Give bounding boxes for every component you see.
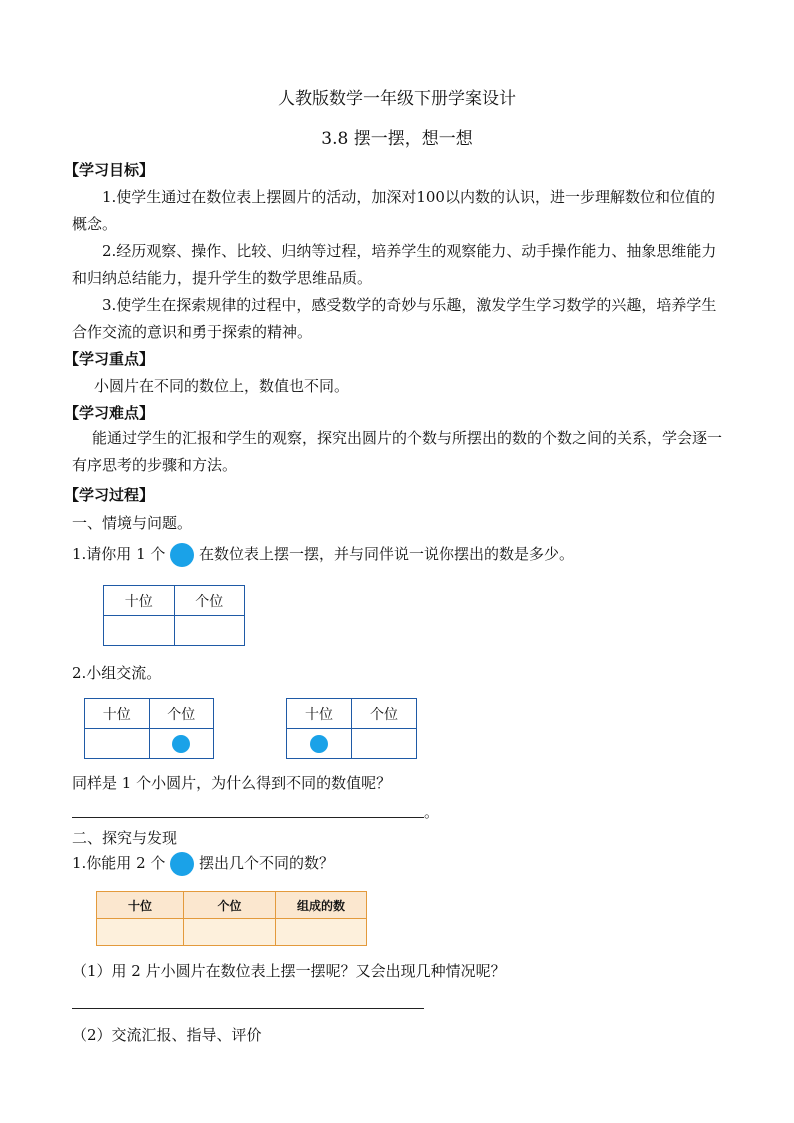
place-value-table-blank (103, 585, 245, 646)
ones-header: 个位 (352, 699, 417, 729)
page-title: 人教版数学一年级下册学案设计 (278, 89, 516, 109)
section1-q1 (72, 543, 574, 567)
disc-icon (170, 852, 194, 876)
answer-line[interactable] (72, 1008, 424, 1009)
ones-header: 个位 (174, 586, 245, 616)
section2-sub2: （2）交流汇报、指导、评价 (72, 1026, 262, 1044)
difficulty-text: 能通过学生的汇报和学生的观察，探究出圆片的个数与所摆出的数的个数之间的关系，学会逐一有序思考的步骤和方法。 (72, 429, 723, 474)
section1-title: 一、情境与问题。 (72, 514, 193, 532)
disc-icon (172, 735, 190, 753)
objective-3: 3.使学生在探索规律的过程中，感受数学的奇妙与乐趣，激发学生学习数学的兴趣，培养学生合作交流的意识和勇于探索的精神。 (72, 296, 717, 341)
ones-header: 个位 (149, 699, 214, 729)
section1-q2: 2.小组交流。 (72, 664, 162, 682)
tens-cell (85, 729, 150, 759)
ones-cell[interactable] (174, 616, 245, 646)
place-value-table-tens (286, 698, 417, 759)
section2-sub1: （1）用 2 片小圆片在数位表上摆一摆呢？又会出现几种情况呢？ (72, 962, 506, 980)
section1-q1-suffix: 在数位表上摆一摆，并与同伴说一说你摆出的数是多少。 (198, 545, 574, 563)
disc-icon (170, 543, 194, 567)
process-heading: 【学习过程】 (64, 486, 155, 504)
ones-cell (149, 729, 214, 759)
section2-q1 (72, 852, 334, 876)
section1-q1-prefix: 1.请你用 1 个 (72, 545, 166, 563)
tens-cell[interactable] (97, 919, 184, 946)
key-point-heading: 【学习重点】 (64, 350, 155, 368)
number-header: 组成的数 (276, 892, 367, 919)
number-table (96, 891, 367, 946)
key-point-text: 小圆片在不同的数位上，数值也不同。 (94, 377, 350, 395)
section2-q1-suffix: 摆出几个不同的数？ (198, 854, 334, 872)
tens-cell[interactable] (104, 616, 175, 646)
difficulty-heading: 【学习难点】 (64, 404, 155, 422)
ones-cell[interactable] (184, 919, 276, 946)
section1-question: 同样是 1 个小圆片，为什么得到不同的数值呢？ (72, 774, 392, 792)
ones-cell (352, 729, 417, 759)
section2-title: 二、探究与发现 (72, 829, 178, 847)
tens-header: 十位 (104, 586, 175, 616)
answer-end: 。 (424, 803, 440, 821)
tens-header: 十位 (97, 892, 184, 919)
objective-1: 1.使学生通过在数位表上摆圆片的活动，加深对100以内数的认识，进一步理解数位和位值的概念。 (72, 188, 715, 233)
objectives-heading: 【学习目标】 (64, 161, 155, 179)
tens-header: 十位 (85, 699, 150, 729)
lesson-subtitle: 3.8 摆一摆，想一想 (321, 129, 473, 149)
disc-icon (310, 735, 328, 753)
ones-header: 个位 (184, 892, 276, 919)
section2-q1-prefix: 1.你能用 2 个 (72, 854, 166, 872)
objective-2: 2.经历观察、操作、比较、归纳等过程，培养学生的观察能力、动手操作能力、抽象思维能力和归纳总结能力，提升学生的数学思维品质。 (72, 242, 717, 287)
answer-line[interactable] (72, 817, 424, 818)
number-cell[interactable] (276, 919, 367, 946)
tens-header: 十位 (287, 699, 352, 729)
place-value-table-ones (84, 698, 214, 759)
tens-cell (287, 729, 352, 759)
